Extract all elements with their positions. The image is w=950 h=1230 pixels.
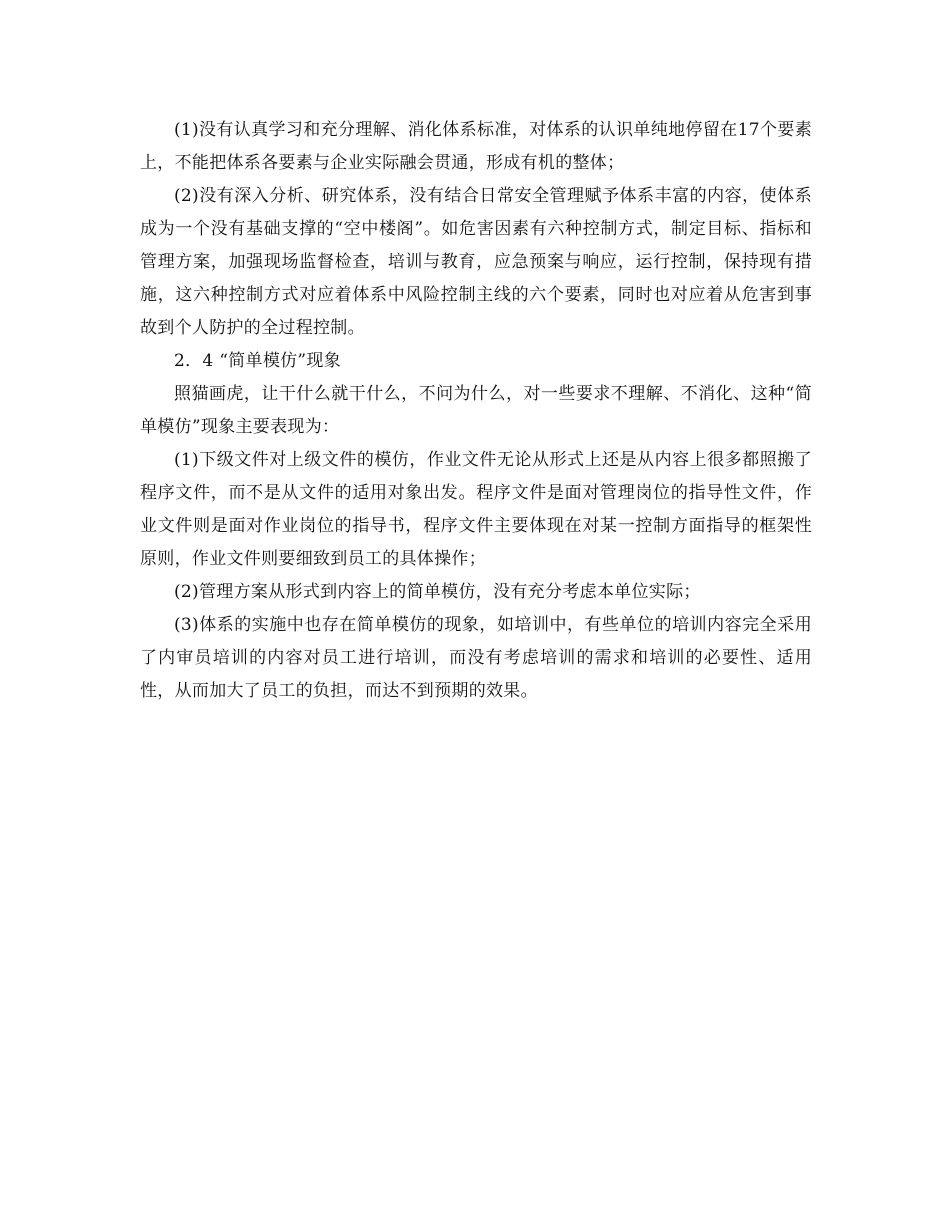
paragraph-4: (1)下级文件对上级文件的模仿，作业文件无论从形式上还是从内容上很多都照搬了程序文件，而不是从文件的适用对象出发。程序文件是面对管理岗位的指导性文件，作业文件则是面对作业岗位的指导书，程序文件主要体现在对某一控制方面指导的框架性原则，作业文件则要细致到员工的具体操作； <box>140 450 812 569</box>
paragraph-1: (1)没有认真学习和充分理解、消化体系标准，对体系的认识单纯地停留在17个要素上，不能把体系各要素与企业实际融会贯通，形成有机的整体； <box>140 120 812 173</box>
paragraph-5: (2)管理方案从形式到内容上的简单模仿，没有充分考虑本单位实际； <box>174 582 701 602</box>
paragraph-2: (2)没有深入分析、研究体系，没有结合日常安全管理赋予体系丰富的内容，使体系成为一个没有基础支撑的“空中楼阁”。如危害因素有六种控制方式，制定目标、指标和管理方案，加强现场监督检查，培训与教育，应急预案与响应，运行控制，保持现有措施，这六种控制方式对应着体系中风险控制主线的六个要素，同时也对应着从危害到事故到个人防护的全过程控制。 <box>140 186 812 338</box>
section-heading: 2．4 “简单模仿”现象 <box>174 351 342 371</box>
paragraph-6: (3)体系的实施中也存在简单模仿的现象，如培训中，有些单位的培训内容完全采用了内审员培训的内容对员工进行培训，而没有考虑培训的需求和培训的必要性、适用性，从而加大了员工的负担，而达不到预期的效果。 <box>140 615 812 701</box>
document-body <box>140 114 812 708</box>
paragraph-3: 照猫画虎，让干什么就干什么，不问为什么，对一些要求不理解、不消化、这种“简单模仿”现象主要表现为： <box>140 384 812 437</box>
